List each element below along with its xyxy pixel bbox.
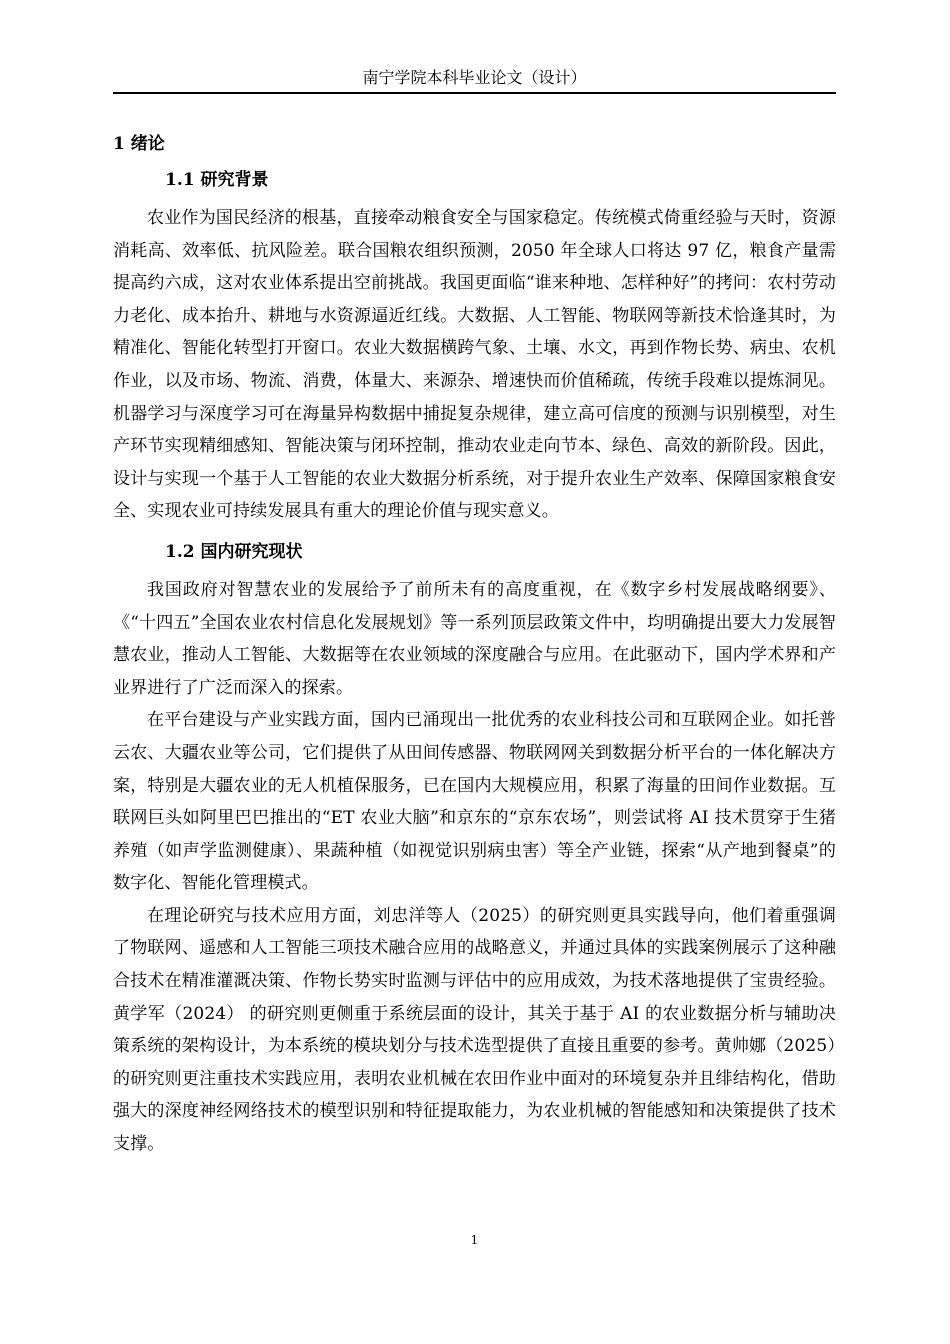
page-number: 1 xyxy=(470,1233,479,1247)
section-heading-background: 1.1 研究背景 xyxy=(165,170,269,190)
paragraph: 在理论研究与技术应用方面，刘忠洋等人（2025）的研究则更具实践导向，他们着重强调了物联网、遥感和人工智能三项技术融合应用的战略意义，并通过具体的实践案例展示了这种融合技术在精准灌溉决策、作物长势实时监测与评估中的应用成效，为技术落地提供了宝贵经验。黄学军（2024） 的研究则更侧重于系统层面的设计，其关于基于 AI 的农业数据分析与辅助决策系统的架构设计，为本系统的模块划分与技术选型提供了直接且重要的参考。黄帅娜（2025）的研究则更注重技术实践应用，表明农业机械在农田作业中面对的环境复杂并且绯结构化，借助强大的深度神经网络技术的模型识别和特征提取能力，为农业机械的智能感知和决策提供了技术支撑。 xyxy=(113,905,836,1155)
running-header: 南宁学院本科毕业论文（设计） xyxy=(362,68,587,87)
paragraph: 我国政府对智慧农业的发展给予了前所未有的高度重视，在《数字乡村发展战略纲要》、《“十四五”全国农业农村信息化发展规划》等一系列顶层政策文件中，均明确提出要大力发展智慧农业，推动人工智能、大数据等在农业领域的深度融合与应用。在此驱动下，国内学术界和产业界进行了广泛而深入的探索。 xyxy=(113,579,836,698)
section-heading-domestic-research: 1.2 国内研究现状 xyxy=(165,541,303,562)
header-divider xyxy=(113,92,836,94)
document-body xyxy=(113,128,836,1161)
paragraph: 在平台建设与产业实践方面，国内已涌现出一批优秀的农业科技公司和互联网企业。如托普云农、大疆农业等公司，它们提供了从田间传感器、物联网网关到数据分析平台的一体化解决方案，特别是大疆农业的无人机植保服务，已在国内大规模应用，积累了海量的田间作业数据。互联网巨头如阿里巴巴推出的“ET 农业大脑”和京东的“京东农场”，则尝试将 AI 技术贯穿于生猪养殖（如声学监测健康）、果蔬种植（如视觉识别病虫害）等全产业链，探索“从产地到餐桌”的数字化、智能化管理模式。 xyxy=(113,710,836,894)
chapter-heading: 1 绪论 xyxy=(113,134,165,154)
paragraph: 农业作为国民经济的根基，直接牵动粮食安全与国家稳定。传统模式倚重经验与天时，资源消耗高、效率低、抗风险差。联合国粮农组织预测，2050 年全球人口将达 97 亿，粮食产量需提高约六成，这对农业体系提出空前挑战。我国更面临“谁来种地、怎样种好”的拷问：农村劳动力老化、成本抬升、耕地与水资源逼近红线。大数据、人工智能、物联网等新技术恰逢其时，为精准化、智能化转型打开窗口。农业大数据横跨气象、土壤、水文，再到作物长势、病虫、农机作业，以及市场、物流、消费，体量大、来源杂、增速快而价值稀疏，传统手段难以提炼洞见。机器学习与深度学习可在海量异构数据中捕捉复杂规律，建立高可信度的预测与识别模型，对生产环节实现精细感知、智能决策与闭环控制，推动农业走向节本、绿色、高效的新阶段。因此，设计与实现一个基于人工智能的农业大数据分析系统，对于提升农业生产效率、保障国家粮食安全、实现农业可持续发展具有重大的理论价值与现实意义。 xyxy=(113,208,836,522)
